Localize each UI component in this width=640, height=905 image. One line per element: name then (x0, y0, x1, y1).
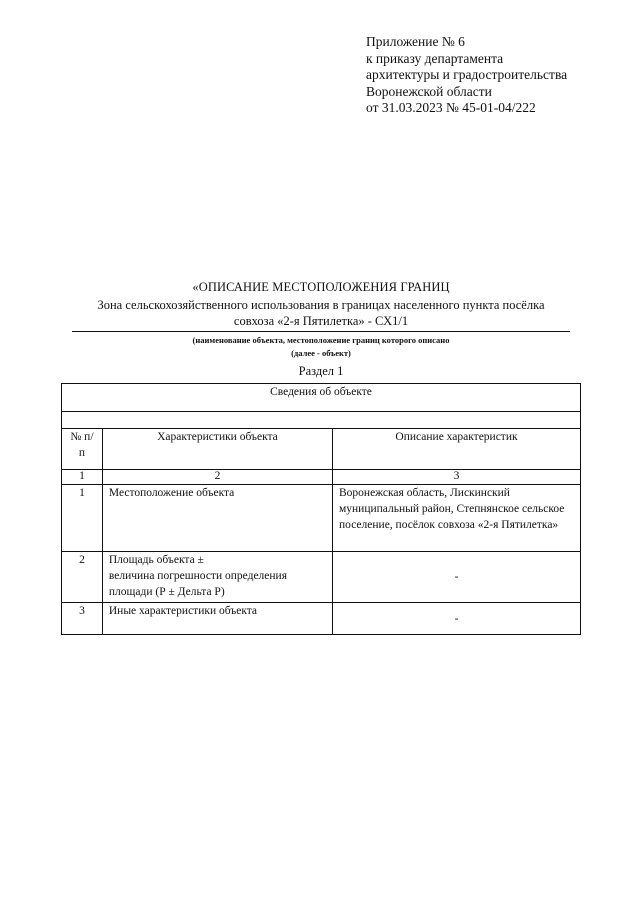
column-number-row (62, 470, 581, 485)
table-row (62, 552, 581, 603)
title-block (72, 279, 570, 379)
section-heading: Раздел 1 (298, 364, 344, 378)
object-name (72, 297, 570, 332)
column-number: 3 (333, 470, 581, 485)
row-num: 3 (62, 603, 103, 635)
row-characteristic (102, 552, 332, 603)
table-spacer-row (62, 412, 581, 429)
row-characteristic-line: величина погрешности определения площади (Р ± Дельта Р) (108, 570, 287, 598)
row-num: 2 (62, 552, 103, 603)
table-header-row (62, 429, 581, 470)
appendix-line: от 31.03.2023 № 45-01-04/222 (366, 100, 536, 115)
header-characteristics: Характеристики объекта (102, 429, 332, 470)
table-spacer-cell (62, 412, 581, 429)
appendix-line: архитектуры и градостроительства (366, 67, 568, 82)
row-characteristic-line: Площадь объекта ± (108, 554, 204, 566)
appendix-line: Воронежской области (366, 83, 492, 99)
row-description: - (333, 603, 581, 635)
appendix-line: к приказу департамента (366, 50, 504, 66)
table-title: Сведения об объекте (62, 384, 581, 412)
object-name-caption (72, 334, 570, 360)
header-num: № п/п (62, 429, 103, 470)
row-characteristic: Местоположение объекта (102, 485, 332, 552)
caption-line: (наименование объекта, местоположение границ которого описано (192, 335, 450, 345)
column-number: 2 (102, 470, 332, 485)
caption-line: (далее - объект) (291, 348, 351, 358)
object-name-line: Зона сельскохозяйственного использования в границах населенного пункта посёлка (97, 298, 545, 312)
appendix-block (366, 34, 567, 117)
table-title-row (62, 384, 581, 412)
row-description: Воронежская область, Лискинский муниципальный район, Степнянское сельское поселение, посёлок совхоза «2-я Пятилетка» (333, 485, 581, 552)
table-row (62, 603, 581, 635)
document-title: «ОПИСАНИЕ МЕСТОПОЛОЖЕНИЯ ГРАНИЦ (192, 280, 450, 294)
column-number: 1 (62, 470, 103, 485)
object-name-line: совхоза «2-я Пятилетка» - СХ1/1 (233, 314, 409, 328)
row-num: 1 (62, 485, 103, 552)
header-description: Описание характеристик (333, 429, 581, 470)
appendix-line: Приложение № 6 (366, 34, 465, 49)
object-info-table (61, 383, 581, 635)
row-description: - (333, 552, 581, 603)
table-row (62, 485, 581, 552)
row-characteristic: Иные характеристики объекта (102, 603, 332, 635)
